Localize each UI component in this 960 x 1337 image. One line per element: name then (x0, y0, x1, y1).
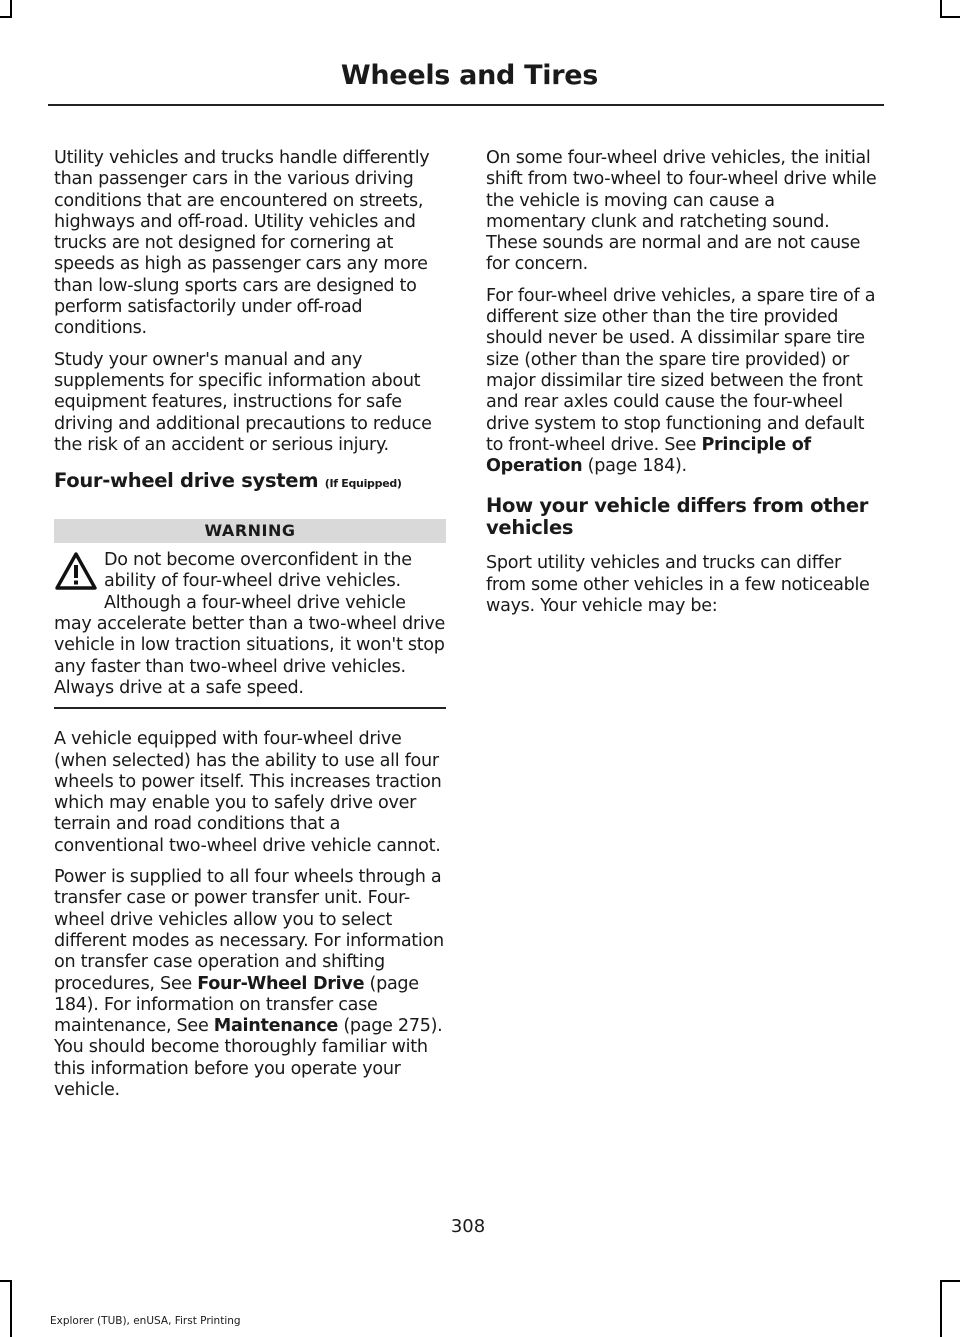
section-heading: How your vehicle differs from other vehicles (486, 494, 869, 540)
crop-mark (10, 1280, 12, 1337)
crop-mark (0, 16, 12, 18)
paragraph: Study your owner's manual and any supplements for specific information about equipment features, instructions for safe driving and additional precautions to reduce the risk of an accident or serious injury. (54, 349, 432, 455)
crop-mark (0, 1280, 12, 1282)
section-heading-text: Four-wheel drive system (54, 469, 319, 493)
right-column (486, 148, 878, 627)
paragraph: Utility vehicles and trucks handle differently than passenger cars in the various driving conditions that are encountered on streets, highways and off-road. Utility vehicles and trucks are not designed for cornering at speeds as high as passenger cars any more than low-slung sports cars are designed to perform satisfactorily under off-road conditions. (54, 148, 430, 339)
section-heading-tag: (If Equipped) (324, 477, 402, 491)
warning-text: Do not become overconfident in the ability of four-wheel drive vehicles. Although a four-wheel drive vehicle may accelerate better than a two-wheel drive vehicle in low traction situations, it won't stop any faster than two-wheel drive vehicles. Always drive at a safe speed. (54, 550, 446, 698)
text-run: Power is supplied to all four wheels through a transfer case or power transfer unit. Four-wheel drive vehicles allow you to select different modes as necessary. For information on transfer case operation and shifting procedures, See (54, 867, 444, 994)
warning-label: WARNING (54, 519, 446, 543)
crop-mark (940, 1280, 942, 1337)
crop-mark (940, 1280, 960, 1282)
text-run: (page 275). You should become thoroughly familiar with this information before you operate your vehicle. (54, 1016, 443, 1100)
warning-divider (54, 707, 446, 709)
paragraph: On some four-wheel drive vehicles, the initial shift from two-wheel to four-wheel drive while the vehicle is moving can cause a momentary clunk and ratcheting sound. These sounds are normal and are not cause for concern. (486, 148, 877, 275)
footer-text: Explorer (TUB), enUSA, First Printing (50, 1315, 241, 1327)
warning-box (54, 519, 446, 709)
text-run: (page 184). For information on transfer case maintenance, See (54, 973, 419, 1037)
cross-reference-link[interactable]: Maintenance (213, 1016, 339, 1037)
page-title: Wheels and Tires (340, 60, 598, 91)
header-divider (48, 104, 884, 106)
cross-reference-link[interactable]: Principle of Operation (486, 434, 811, 477)
text-run: (page 184). (582, 456, 687, 477)
warning-triangle-icon (54, 550, 98, 594)
page-number: 308 (450, 1216, 486, 1237)
paragraph (486, 286, 878, 478)
crop-mark (940, 16, 960, 18)
section-heading (54, 470, 446, 495)
cross-reference-link[interactable]: Four-Wheel Drive (197, 973, 365, 994)
paragraph: A vehicle equipped with four-wheel drive (when selected) has the ability to use all four wheels to power itself. This increases traction which may enable you to safely drive over terrain and road conditions that a conventional two-wheel drive vehicle cannot. (54, 729, 442, 856)
text-run: For four-wheel drive vehicles, a spare tire of a different size other than the tire provided should never be used. A dissimilar spare tire size (other than the spare tire provided) or major dissimilar tire sized between the front and rear axles could cause the four-wheel drive system to stop functioning and default to front-wheel drive. See (486, 285, 876, 455)
paragraph: Sport utility vehicles and trucks can differ from some other vehicles in a few noticeable ways. Your vehicle may be: (486, 553, 870, 617)
left-column (54, 148, 446, 1111)
paragraph (54, 867, 446, 1101)
